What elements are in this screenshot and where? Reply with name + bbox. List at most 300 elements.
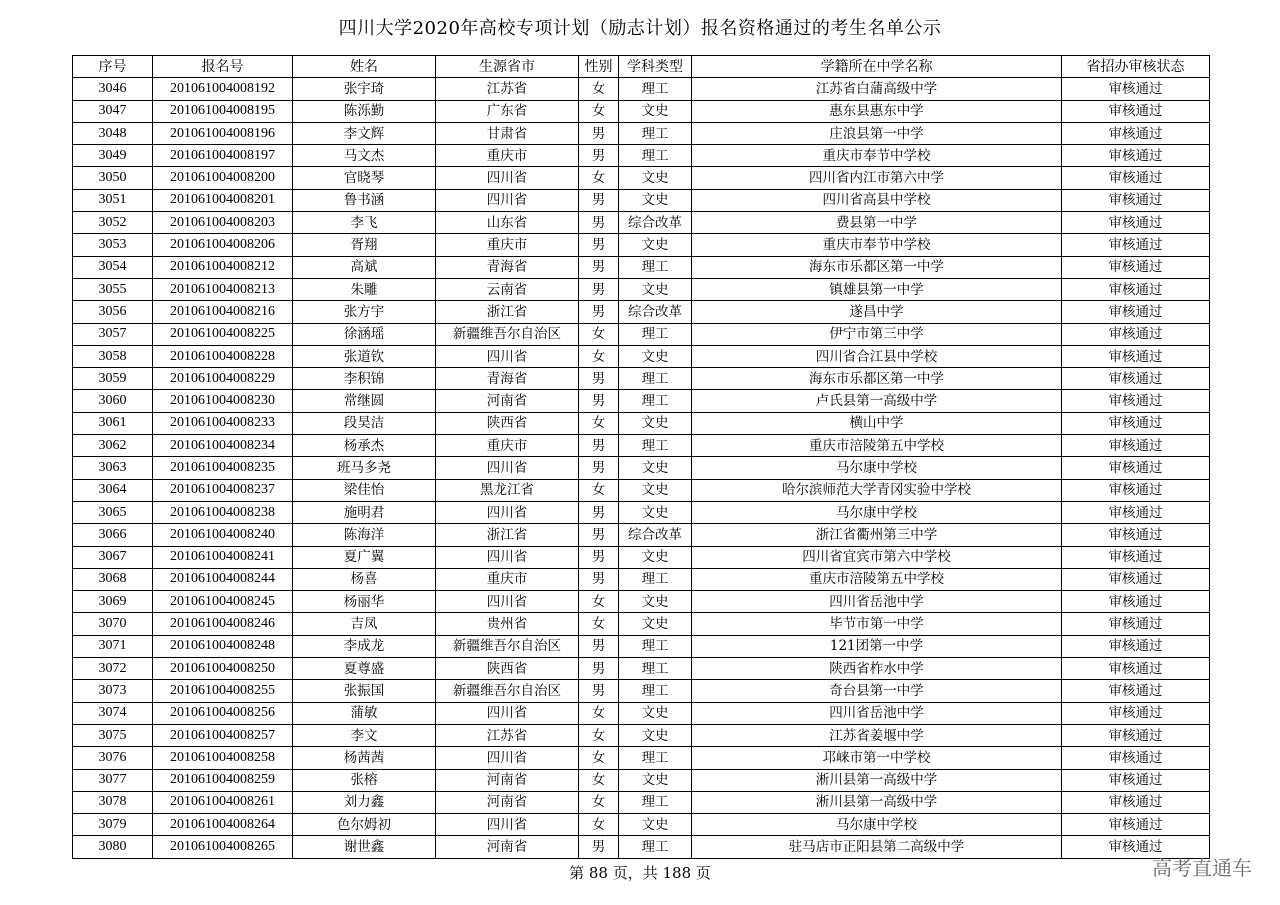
cell-review-status: 审核通过 xyxy=(1062,212,1210,234)
cell-gender: 男 xyxy=(579,501,619,523)
cell-gender: 男 xyxy=(579,122,619,144)
cell-gender: 女 xyxy=(579,613,619,635)
cell-gender: 女 xyxy=(579,724,619,746)
cell-province: 河南省 xyxy=(436,390,579,412)
cell-seq: 3055 xyxy=(73,278,153,300)
cell-registration-no: 201061004008261 xyxy=(153,791,293,813)
page-title: 四川大学2020年高校专项计划（励志计划）报名资格通过的考生名单公示 xyxy=(338,18,942,39)
cell-name: 吉凤 xyxy=(293,613,436,635)
cell-school: 121团第一中学 xyxy=(692,635,1062,657)
cell-registration-no: 201061004008245 xyxy=(153,591,293,613)
page-number: 第 88 页，共 188 页 xyxy=(569,864,711,882)
cell-province: 四川省 xyxy=(436,546,579,568)
cell-subject-type: 文史 xyxy=(619,412,692,434)
cell-gender: 女 xyxy=(579,814,619,836)
cell-review-status: 审核通过 xyxy=(1062,680,1210,702)
header-review-status: 省招办审核状态 xyxy=(1062,56,1210,78)
cell-province: 新疆维吾尔自治区 xyxy=(436,635,579,657)
cell-name: 李积锦 xyxy=(293,368,436,390)
cell-name: 鲁书涵 xyxy=(293,189,436,211)
cell-gender: 男 xyxy=(579,212,619,234)
cell-school: 费县第一中学 xyxy=(692,212,1062,234)
cell-seq: 3070 xyxy=(73,613,153,635)
cell-registration-no: 201061004008192 xyxy=(153,78,293,100)
cell-name: 李成龙 xyxy=(293,635,436,657)
cell-name: 胥翔 xyxy=(293,234,436,256)
cell-review-status: 审核通过 xyxy=(1062,479,1210,501)
cell-province: 四川省 xyxy=(436,501,579,523)
cell-seq: 3075 xyxy=(73,724,153,746)
cell-review-status: 审核通过 xyxy=(1062,658,1210,680)
cell-name: 梁佳怡 xyxy=(293,479,436,501)
cell-gender: 女 xyxy=(579,345,619,367)
cell-subject-type: 理工 xyxy=(619,635,692,657)
cell-subject-type: 理工 xyxy=(619,568,692,590)
cell-province: 贵州省 xyxy=(436,613,579,635)
cell-subject-type: 理工 xyxy=(619,747,692,769)
cell-province: 四川省 xyxy=(436,457,579,479)
cell-registration-no: 201061004008237 xyxy=(153,479,293,501)
table-row xyxy=(73,368,1210,390)
table-row xyxy=(73,635,1210,657)
cell-school: 马尔康中学校 xyxy=(692,814,1062,836)
table-row xyxy=(73,189,1210,211)
cell-school: 重庆市奉节中学校 xyxy=(692,234,1062,256)
cell-gender: 男 xyxy=(579,301,619,323)
cell-name: 高斌 xyxy=(293,256,436,278)
table-row xyxy=(73,479,1210,501)
cell-gender: 男 xyxy=(579,836,619,858)
cell-gender: 男 xyxy=(579,524,619,546)
cell-subject-type: 理工 xyxy=(619,122,692,144)
cell-school: 马尔康中学校 xyxy=(692,501,1062,523)
cell-school: 四川省宜宾市第六中学校 xyxy=(692,546,1062,568)
cell-review-status: 审核通过 xyxy=(1062,747,1210,769)
cell-name: 陈泺勤 xyxy=(293,100,436,122)
cell-province: 新疆维吾尔自治区 xyxy=(436,680,579,702)
cell-name: 杨喜 xyxy=(293,568,436,590)
cell-province: 四川省 xyxy=(436,814,579,836)
cell-seq: 3061 xyxy=(73,412,153,434)
cell-name: 色尔姆初 xyxy=(293,814,436,836)
table-row xyxy=(73,256,1210,278)
cell-registration-no: 201061004008200 xyxy=(153,167,293,189)
cell-name: 张方宇 xyxy=(293,301,436,323)
cell-province: 新疆维吾尔自治区 xyxy=(436,323,579,345)
cell-registration-no: 201061004008234 xyxy=(153,435,293,457)
cell-review-status: 审核通过 xyxy=(1062,234,1210,256)
cell-seq: 3054 xyxy=(73,256,153,278)
cell-subject-type: 理工 xyxy=(619,256,692,278)
header-name: 姓名 xyxy=(293,56,436,78)
cell-subject-type: 综合改革 xyxy=(619,301,692,323)
cell-name: 徐涵瑶 xyxy=(293,323,436,345)
cell-seq: 3053 xyxy=(73,234,153,256)
table-row xyxy=(73,278,1210,300)
cell-school: 淅川县第一高级中学 xyxy=(692,769,1062,791)
table-row xyxy=(73,345,1210,367)
cell-subject-type: 理工 xyxy=(619,658,692,680)
cell-review-status: 审核通过 xyxy=(1062,100,1210,122)
cell-subject-type: 文史 xyxy=(619,457,692,479)
cell-gender: 男 xyxy=(579,145,619,167)
cell-gender: 男 xyxy=(579,680,619,702)
candidate-table xyxy=(72,55,1210,859)
cell-gender: 女 xyxy=(579,747,619,769)
cell-seq: 3060 xyxy=(73,390,153,412)
cell-seq: 3071 xyxy=(73,635,153,657)
cell-province: 江苏省 xyxy=(436,78,579,100)
cell-subject-type: 理工 xyxy=(619,390,692,412)
cell-subject-type: 理工 xyxy=(619,78,692,100)
cell-registration-no: 201061004008233 xyxy=(153,412,293,434)
cell-registration-no: 201061004008225 xyxy=(153,323,293,345)
cell-registration-no: 201061004008257 xyxy=(153,724,293,746)
cell-registration-no: 201061004008213 xyxy=(153,278,293,300)
cell-review-status: 审核通过 xyxy=(1062,457,1210,479)
header-province: 生源省市 xyxy=(436,56,579,78)
cell-seq: 3076 xyxy=(73,747,153,769)
cell-province: 甘肃省 xyxy=(436,122,579,144)
cell-name: 朱雕 xyxy=(293,278,436,300)
cell-review-status: 审核通过 xyxy=(1062,546,1210,568)
cell-seq: 3078 xyxy=(73,791,153,813)
cell-registration-no: 201061004008216 xyxy=(153,301,293,323)
cell-registration-no: 201061004008238 xyxy=(153,501,293,523)
cell-school: 淅川县第一高级中学 xyxy=(692,791,1062,813)
cell-province: 四川省 xyxy=(436,747,579,769)
cell-registration-no: 201061004008206 xyxy=(153,234,293,256)
cell-school: 浙江省衢州第三中学 xyxy=(692,524,1062,546)
cell-registration-no: 201061004008240 xyxy=(153,524,293,546)
cell-seq: 3069 xyxy=(73,591,153,613)
cell-seq: 3079 xyxy=(73,814,153,836)
cell-seq: 3074 xyxy=(73,702,153,724)
cell-gender: 男 xyxy=(579,278,619,300)
table-row xyxy=(73,390,1210,412)
watermark: 高考直通车 xyxy=(1152,856,1252,880)
cell-province: 青海省 xyxy=(436,256,579,278)
cell-name: 刘力鑫 xyxy=(293,791,436,813)
cell-gender: 女 xyxy=(579,791,619,813)
cell-province: 陕西省 xyxy=(436,658,579,680)
table-row xyxy=(73,78,1210,100)
header-subject-type: 学科类型 xyxy=(619,56,692,78)
cell-review-status: 审核通过 xyxy=(1062,167,1210,189)
cell-school: 四川省高县中学校 xyxy=(692,189,1062,211)
cell-school: 遂昌中学 xyxy=(692,301,1062,323)
cell-school: 卢氏县第一高级中学 xyxy=(692,390,1062,412)
header-gender: 性别 xyxy=(579,56,619,78)
cell-name: 夏广翼 xyxy=(293,546,436,568)
cell-subject-type: 文史 xyxy=(619,613,692,635)
cell-seq: 3051 xyxy=(73,189,153,211)
table-row xyxy=(73,524,1210,546)
cell-seq: 3080 xyxy=(73,836,153,858)
cell-subject-type: 理工 xyxy=(619,680,692,702)
cell-registration-no: 201061004008195 xyxy=(153,100,293,122)
cell-name: 蒲敏 xyxy=(293,702,436,724)
cell-review-status: 审核通过 xyxy=(1062,390,1210,412)
cell-review-status: 审核通过 xyxy=(1062,836,1210,858)
table-row xyxy=(73,234,1210,256)
cell-review-status: 审核通过 xyxy=(1062,278,1210,300)
cell-school: 庄浪县第一中学 xyxy=(692,122,1062,144)
cell-province: 山东省 xyxy=(436,212,579,234)
table-row xyxy=(73,747,1210,769)
cell-school: 重庆市涪陵第五中学校 xyxy=(692,568,1062,590)
cell-gender: 女 xyxy=(579,591,619,613)
cell-seq: 3065 xyxy=(73,501,153,523)
cell-review-status: 审核通过 xyxy=(1062,791,1210,813)
header-school: 学籍所在中学名称 xyxy=(692,56,1062,78)
header-registration-no: 报名号 xyxy=(153,56,293,78)
cell-seq: 3052 xyxy=(73,212,153,234)
cell-school: 惠东县惠东中学 xyxy=(692,100,1062,122)
cell-name: 官晓琴 xyxy=(293,167,436,189)
cell-seq: 3049 xyxy=(73,145,153,167)
cell-name: 陈海洋 xyxy=(293,524,436,546)
cell-province: 黑龙江省 xyxy=(436,479,579,501)
cell-registration-no: 201061004008230 xyxy=(153,390,293,412)
cell-registration-no: 201061004008229 xyxy=(153,368,293,390)
cell-gender: 女 xyxy=(579,769,619,791)
cell-subject-type: 理工 xyxy=(619,791,692,813)
cell-school: 陕西省柞水中学 xyxy=(692,658,1062,680)
cell-name: 班马多尧 xyxy=(293,457,436,479)
cell-gender: 男 xyxy=(579,435,619,457)
cell-review-status: 审核通过 xyxy=(1062,78,1210,100)
table-row xyxy=(73,323,1210,345)
cell-name: 张宇琦 xyxy=(293,78,436,100)
cell-gender: 男 xyxy=(579,390,619,412)
cell-review-status: 审核通过 xyxy=(1062,769,1210,791)
cell-registration-no: 201061004008264 xyxy=(153,814,293,836)
cell-review-status: 审核通过 xyxy=(1062,256,1210,278)
cell-registration-no: 201061004008256 xyxy=(153,702,293,724)
table-row xyxy=(73,435,1210,457)
cell-school: 驻马店市正阳县第二高级中学 xyxy=(692,836,1062,858)
cell-seq: 3058 xyxy=(73,345,153,367)
cell-school: 海东市乐都区第一中学 xyxy=(692,368,1062,390)
table-header-row xyxy=(73,56,1210,78)
cell-school: 马尔康中学校 xyxy=(692,457,1062,479)
cell-seq: 3077 xyxy=(73,769,153,791)
cell-seq: 3066 xyxy=(73,524,153,546)
cell-school: 邛崃市第一中学校 xyxy=(692,747,1062,769)
cell-school: 伊宁市第三中学 xyxy=(692,323,1062,345)
cell-province: 江苏省 xyxy=(436,724,579,746)
cell-school: 四川省岳池中学 xyxy=(692,591,1062,613)
cell-subject-type: 文史 xyxy=(619,591,692,613)
cell-subject-type: 综合改革 xyxy=(619,212,692,234)
cell-province: 重庆市 xyxy=(436,234,579,256)
table-row xyxy=(73,658,1210,680)
cell-school: 江苏省姜堰中学 xyxy=(692,724,1062,746)
cell-registration-no: 201061004008265 xyxy=(153,836,293,858)
cell-subject-type: 文史 xyxy=(619,278,692,300)
cell-seq: 3048 xyxy=(73,122,153,144)
cell-subject-type: 理工 xyxy=(619,145,692,167)
cell-registration-no: 201061004008258 xyxy=(153,747,293,769)
cell-name: 李飞 xyxy=(293,212,436,234)
table-row xyxy=(73,546,1210,568)
cell-seq: 3056 xyxy=(73,301,153,323)
cell-subject-type: 文史 xyxy=(619,501,692,523)
cell-registration-no: 201061004008212 xyxy=(153,256,293,278)
cell-registration-no: 201061004008235 xyxy=(153,457,293,479)
cell-school: 四川省岳池中学 xyxy=(692,702,1062,724)
table-row xyxy=(73,769,1210,791)
cell-review-status: 审核通过 xyxy=(1062,724,1210,746)
cell-province: 河南省 xyxy=(436,791,579,813)
header-seq: 序号 xyxy=(73,56,153,78)
cell-school: 奇台县第一中学 xyxy=(692,680,1062,702)
cell-subject-type: 文史 xyxy=(619,345,692,367)
cell-province: 浙江省 xyxy=(436,301,579,323)
cell-name: 谢世鑫 xyxy=(293,836,436,858)
cell-seq: 3046 xyxy=(73,78,153,100)
cell-subject-type: 文史 xyxy=(619,769,692,791)
cell-province: 广东省 xyxy=(436,100,579,122)
table-row xyxy=(73,724,1210,746)
cell-review-status: 审核通过 xyxy=(1062,501,1210,523)
table-row xyxy=(73,122,1210,144)
cell-gender: 女 xyxy=(579,479,619,501)
table-row xyxy=(73,568,1210,590)
cell-registration-no: 201061004008196 xyxy=(153,122,293,144)
table-row xyxy=(73,145,1210,167)
cell-subject-type: 文史 xyxy=(619,100,692,122)
cell-review-status: 审核通过 xyxy=(1062,635,1210,657)
cell-registration-no: 201061004008259 xyxy=(153,769,293,791)
table-row xyxy=(73,501,1210,523)
cell-province: 陕西省 xyxy=(436,412,579,434)
cell-province: 四川省 xyxy=(436,167,579,189)
cell-review-status: 审核通过 xyxy=(1062,524,1210,546)
table-row xyxy=(73,680,1210,702)
cell-review-status: 审核通过 xyxy=(1062,702,1210,724)
cell-gender: 男 xyxy=(579,368,619,390)
cell-gender: 女 xyxy=(579,412,619,434)
cell-review-status: 审核通过 xyxy=(1062,323,1210,345)
cell-school: 江苏省白蒲高级中学 xyxy=(692,78,1062,100)
table-row xyxy=(73,591,1210,613)
cell-seq: 3072 xyxy=(73,658,153,680)
cell-school: 毕节市第一中学 xyxy=(692,613,1062,635)
cell-name: 杨丽华 xyxy=(293,591,436,613)
cell-school: 四川省合江县中学校 xyxy=(692,345,1062,367)
cell-school: 横山中学 xyxy=(692,412,1062,434)
cell-gender: 男 xyxy=(579,546,619,568)
cell-review-status: 审核通过 xyxy=(1062,189,1210,211)
table-row xyxy=(73,167,1210,189)
cell-province: 河南省 xyxy=(436,836,579,858)
cell-registration-no: 201061004008201 xyxy=(153,189,293,211)
cell-seq: 3068 xyxy=(73,568,153,590)
cell-registration-no: 201061004008255 xyxy=(153,680,293,702)
cell-gender: 女 xyxy=(579,702,619,724)
cell-registration-no: 201061004008246 xyxy=(153,613,293,635)
cell-registration-no: 201061004008250 xyxy=(153,658,293,680)
cell-review-status: 审核通过 xyxy=(1062,368,1210,390)
cell-gender: 女 xyxy=(579,323,619,345)
cell-name: 李文 xyxy=(293,724,436,746)
cell-subject-type: 综合改革 xyxy=(619,524,692,546)
cell-province: 青海省 xyxy=(436,368,579,390)
table-row xyxy=(73,836,1210,858)
cell-province: 四川省 xyxy=(436,591,579,613)
cell-subject-type: 文史 xyxy=(619,702,692,724)
cell-review-status: 审核通过 xyxy=(1062,145,1210,167)
cell-review-status: 审核通过 xyxy=(1062,412,1210,434)
cell-review-status: 审核通过 xyxy=(1062,345,1210,367)
cell-gender: 女 xyxy=(579,100,619,122)
cell-registration-no: 201061004008248 xyxy=(153,635,293,657)
cell-registration-no: 201061004008197 xyxy=(153,145,293,167)
table-row xyxy=(73,100,1210,122)
cell-seq: 3057 xyxy=(73,323,153,345)
cell-province: 云南省 xyxy=(436,278,579,300)
cell-seq: 3063 xyxy=(73,457,153,479)
table-row xyxy=(73,814,1210,836)
cell-gender: 男 xyxy=(579,256,619,278)
cell-name: 杨茜茜 xyxy=(293,747,436,769)
cell-subject-type: 文史 xyxy=(619,234,692,256)
cell-province: 重庆市 xyxy=(436,145,579,167)
cell-review-status: 审核通过 xyxy=(1062,814,1210,836)
cell-gender: 男 xyxy=(579,658,619,680)
cell-subject-type: 理工 xyxy=(619,368,692,390)
cell-name: 夏尊盛 xyxy=(293,658,436,680)
cell-subject-type: 文史 xyxy=(619,724,692,746)
cell-subject-type: 理工 xyxy=(619,836,692,858)
cell-subject-type: 文史 xyxy=(619,546,692,568)
cell-school: 海东市乐都区第一中学 xyxy=(692,256,1062,278)
cell-registration-no: 201061004008203 xyxy=(153,212,293,234)
cell-review-status: 审核通过 xyxy=(1062,568,1210,590)
cell-gender: 男 xyxy=(579,189,619,211)
table-row xyxy=(73,301,1210,323)
cell-gender: 男 xyxy=(579,457,619,479)
cell-registration-no: 201061004008241 xyxy=(153,546,293,568)
cell-subject-type: 文史 xyxy=(619,814,692,836)
cell-subject-type: 理工 xyxy=(619,323,692,345)
cell-name: 常继圆 xyxy=(293,390,436,412)
cell-gender: 女 xyxy=(579,78,619,100)
cell-subject-type: 文史 xyxy=(619,189,692,211)
cell-seq: 3047 xyxy=(73,100,153,122)
cell-gender: 男 xyxy=(579,568,619,590)
cell-province: 四川省 xyxy=(436,345,579,367)
cell-province: 四川省 xyxy=(436,189,579,211)
cell-name: 施明君 xyxy=(293,501,436,523)
cell-seq: 3073 xyxy=(73,680,153,702)
cell-school: 哈尔滨师范大学青冈实验中学校 xyxy=(692,479,1062,501)
cell-province: 浙江省 xyxy=(436,524,579,546)
cell-province: 河南省 xyxy=(436,769,579,791)
cell-registration-no: 201061004008228 xyxy=(153,345,293,367)
table-row xyxy=(73,702,1210,724)
cell-name: 张振国 xyxy=(293,680,436,702)
table-row xyxy=(73,791,1210,813)
cell-province: 重庆市 xyxy=(436,568,579,590)
cell-name: 张榕 xyxy=(293,769,436,791)
cell-school: 镇雄县第一中学 xyxy=(692,278,1062,300)
cell-seq: 3059 xyxy=(73,368,153,390)
cell-name: 段昊洁 xyxy=(293,412,436,434)
cell-school: 重庆市奉节中学校 xyxy=(692,145,1062,167)
